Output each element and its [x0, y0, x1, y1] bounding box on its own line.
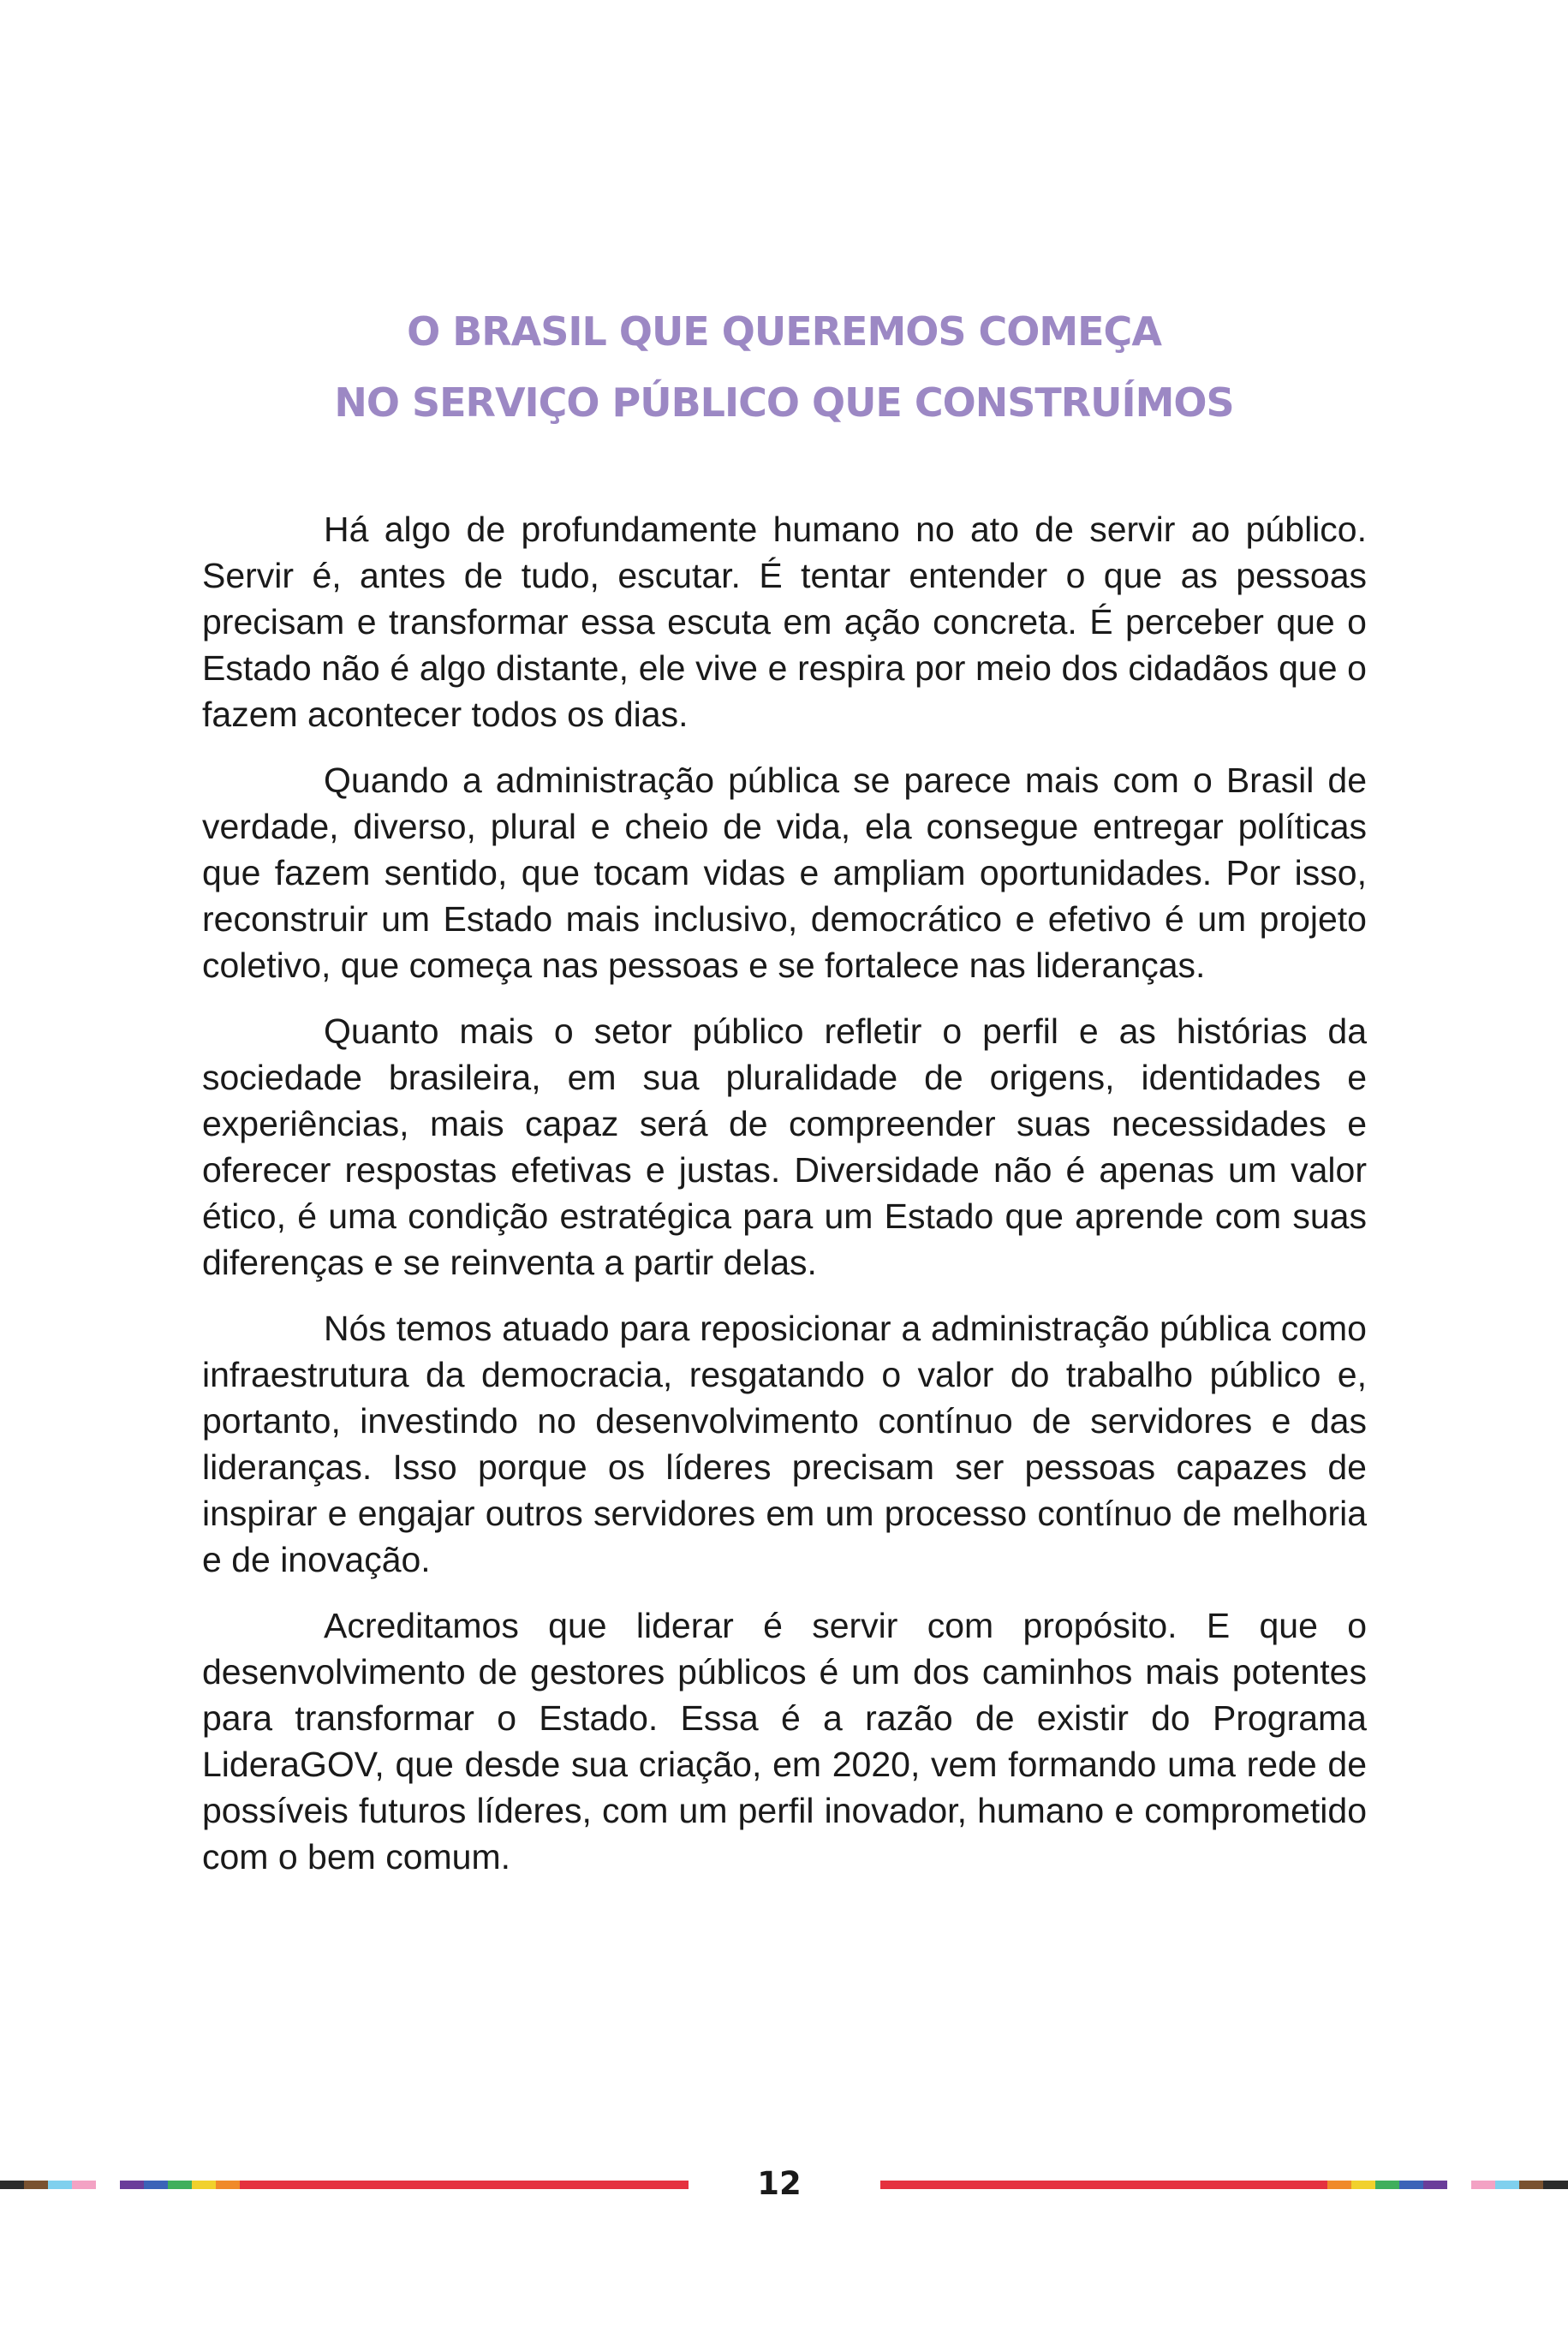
footer-stripe-left-5	[120, 2181, 144, 2189]
paragraph-3: Quanto mais o setor público refletir o perfil e as histórias da sociedade brasileira, em sua pluralidade de origens, identidades e experiências, mais capaz será de compreender suas necessidades e oferecer respostas efetivas e justas. Diversidade não é apenas um valor ético, é uma condição estratégica para um Estado que aprende com suas diferenças e se reinventa a partir delas.	[202, 1011, 1367, 1282]
footer-stripe-right-3	[1351, 2181, 1375, 2189]
footer-stripe-left-9	[216, 2181, 240, 2189]
page-footer	[0, 2165, 1568, 2203]
footer-stripe-right-7	[1471, 2181, 1495, 2189]
footer-stripe-right-8	[1495, 2181, 1519, 2189]
footer-stripe-right-2	[1327, 2181, 1351, 2189]
footer-stripe-left-1	[0, 2181, 24, 2189]
footer-stripe-right-4	[1375, 2181, 1399, 2189]
page-number: 12	[757, 2165, 802, 2202]
paragraph-4: Nós temos atuado para reposicionar a administração pública como infraestrutura da democracia, resgatando o valor do trabalho público e, portanto, investindo no desenvolvimento contínuo de servidores e das lideranças. Isso porque os líderes precisam ser pessoas capazes de inspirar e engajar outros servidores em um processo contínuo de melhoria e de inovação.	[202, 1309, 1367, 1579]
footer-stripe-left-8	[192, 2181, 216, 2189]
footer-stripe-left-6	[144, 2181, 168, 2189]
body-text	[202, 506, 1367, 1900]
footer-stripe-left-2	[24, 2181, 48, 2189]
footer-stripe-right-5	[1399, 2181, 1423, 2189]
footer-stripe-left-7	[168, 2181, 192, 2189]
footer-stripe-left-3	[48, 2181, 72, 2189]
page-title	[0, 296, 1568, 439]
paragraph-5: Acreditamos que liderar é servir com propósito. E que o desenvolvimento de gestores públicos é um dos caminhos mais potentes para transformar o Estado. Essa é a razão de existir do Programa LideraGOV, que desde sua criação, em 2020, vem formando uma rede de possíveis futuros líderes, com um perfil inovador, humano e comprometido com o bem comum.	[202, 1606, 1367, 1877]
paragraph-2: Quando a administração pública se parece mais com o Brasil de verdade, diverso, plural e cheio de vida, ela consegue entregar políticas que fazem sentido, que tocam vidas e ampliam oportunidades. Por isso, reconstruir um Estado mais inclusivo, democrático e efetivo é um projeto coletivo, que começa nas pessoas e se fortalece nas lideranças.	[202, 761, 1367, 985]
page-title-line-2: NO SERVIÇO PÚBLICO QUE CONSTRUÍMOS	[334, 379, 1234, 426]
footer-stripe-right-10	[1543, 2181, 1568, 2189]
paragraph-1: Há algo de profundamente humano no ato de servir ao público. Servir é, antes de tudo, escutar. É tentar entender o que as pessoas precisam e transformar essa escuta em ação concreta. É perceber que o Estado não é algo distante, ele vive e respira por meio dos cidadãos que o fazem acontecer todos os dias.	[202, 510, 1367, 734]
footer-stripe-right-9	[1519, 2181, 1543, 2189]
footer-stripe-right-6	[1423, 2181, 1447, 2189]
footer-stripe-right-1	[880, 2181, 1327, 2189]
footer-stripe-left-10	[240, 2181, 689, 2189]
footer-stripe-left-4	[72, 2181, 96, 2189]
page-title-line-1: O BRASIL QUE QUEREMOS COMEÇA	[407, 308, 1161, 355]
